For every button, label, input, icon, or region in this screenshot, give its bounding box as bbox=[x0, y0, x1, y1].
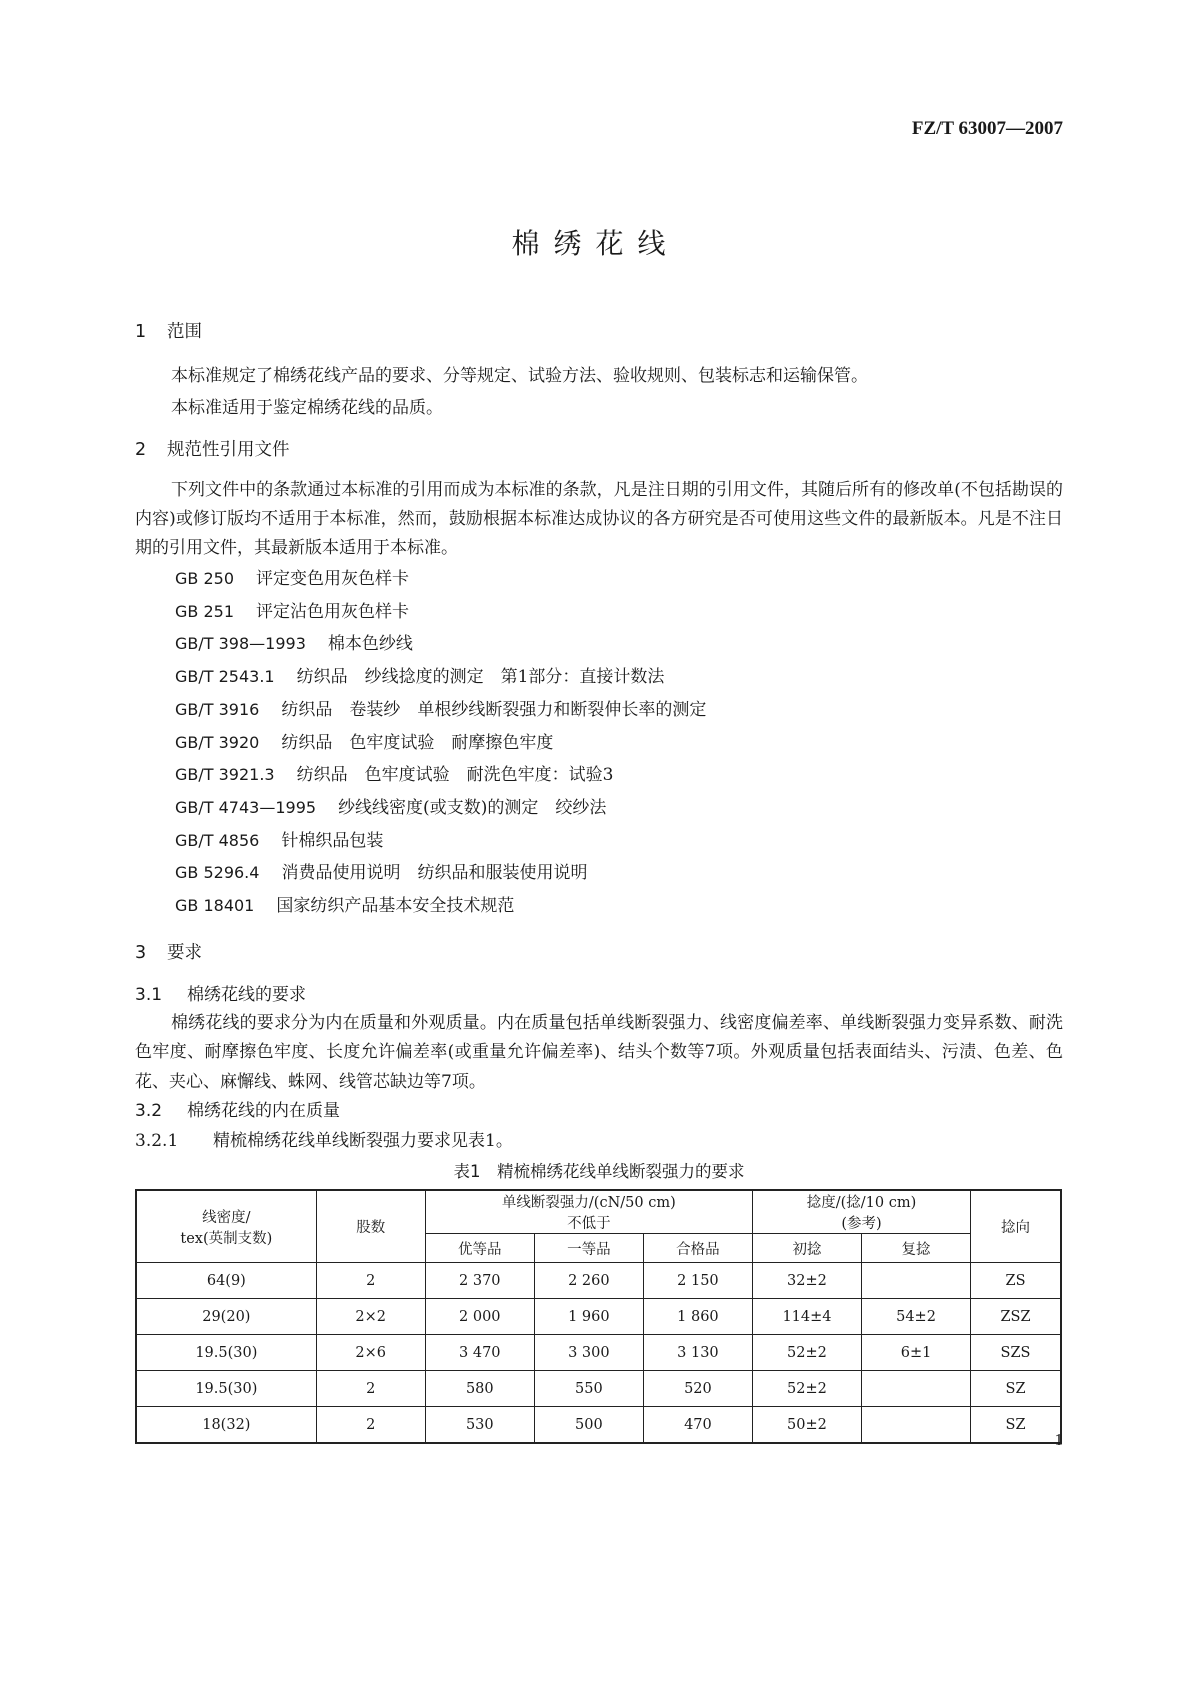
table-cell: 530 bbox=[425, 1407, 534, 1444]
table-cell: 3 470 bbox=[425, 1335, 534, 1371]
section-2-heading bbox=[135, 436, 1063, 464]
table-cell: 2 bbox=[316, 1407, 425, 1444]
header-grade-qualified: 合格品 bbox=[643, 1234, 752, 1263]
reference-code: GB 251 bbox=[175, 601, 234, 621]
table-cell: 2 000 bbox=[425, 1299, 534, 1335]
table-row bbox=[136, 1263, 1061, 1299]
table-cell: 2 150 bbox=[643, 1263, 752, 1299]
table-caption: 表1 精梳棉绣花线单线断裂强力的要求 bbox=[453, 1162, 745, 1182]
reference-title: 棉本色纱线 bbox=[327, 634, 413, 655]
reference-item bbox=[135, 563, 1063, 596]
standard-code: FZ/T 63007—2007 bbox=[911, 118, 1063, 139]
reference-item bbox=[135, 727, 1063, 760]
reference-item bbox=[135, 596, 1063, 629]
reference-code: GB 250 bbox=[175, 569, 234, 588]
table-cell: 64(9) bbox=[136, 1263, 316, 1299]
table-cell: 114±4 bbox=[752, 1299, 861, 1335]
table-cell: 500 bbox=[534, 1407, 643, 1444]
section-3-2-heading bbox=[135, 1097, 1063, 1125]
table-cell: 580 bbox=[425, 1371, 534, 1407]
reference-code: GB/T 2543.1 bbox=[175, 667, 275, 687]
paragraph: 下列文件中的条款通过本标准的引用而成为本标准的条款，凡是注日期的引用文件，其随后所有的修改单(不包括勘误的内容)或修订版均不适用于本标准，然而，鼓励根据本标准达成协议的各方研究是否可使用这些文件的最新版本。凡是不注日期的引用文件，其最新版本适用于本标准。 bbox=[135, 480, 1063, 558]
table-cell: 2 260 bbox=[534, 1263, 643, 1299]
section-title: 范围 bbox=[167, 322, 202, 342]
table-row bbox=[136, 1335, 1061, 1371]
table-cell: SZS bbox=[971, 1335, 1061, 1371]
table-cell: 19.5(30) bbox=[136, 1335, 316, 1371]
section-number: 3.1 bbox=[135, 984, 163, 1005]
header-text: tex(英制支数) bbox=[180, 1230, 273, 1247]
requirements-table bbox=[135, 1189, 1062, 1444]
table-cell: SZ bbox=[971, 1407, 1061, 1444]
section-number: 1 bbox=[135, 322, 147, 342]
header-breaking-strength bbox=[425, 1190, 752, 1234]
table-cell: 2×6 bbox=[316, 1335, 425, 1371]
reference-code: GB/T 3920 bbox=[175, 732, 260, 752]
table-cell: 550 bbox=[534, 1371, 643, 1407]
reference-item bbox=[135, 825, 1063, 858]
reference-title: 针棉织品包装 bbox=[281, 830, 384, 851]
section-title: 规范性引用文件 bbox=[167, 440, 290, 460]
table-cell: 2 370 bbox=[425, 1263, 534, 1299]
section-title: 要求 bbox=[167, 942, 202, 963]
reference-code: GB/T 398—1993 bbox=[175, 634, 306, 654]
paragraph: 本标准适用于鉴定棉绣花线的品质。 bbox=[171, 398, 443, 418]
table-cell: 54±2 bbox=[862, 1299, 971, 1335]
section-3-heading bbox=[135, 939, 1063, 967]
table-cell bbox=[862, 1407, 971, 1444]
document-body bbox=[135, 318, 1063, 1444]
reference-title: 消费品使用说明 纺织品和服装使用说明 bbox=[281, 863, 588, 884]
table-cell: 52±2 bbox=[752, 1335, 861, 1371]
reference-title: 纱线线密度(或支数)的测定 绞纱法 bbox=[338, 797, 607, 818]
section-3-1-heading bbox=[135, 981, 1063, 1009]
header-second-twist: 复捻 bbox=[862, 1234, 971, 1263]
table-cell: 29(20) bbox=[136, 1299, 316, 1335]
section-number: 3 bbox=[135, 942, 147, 963]
paragraph: 棉绣花线的要求分为内在质量和外观质量。内在质量包括单线断裂强力、线密度偏差率、单线断裂强力变异系数、耐洗色牢度、耐摩擦色牢度、长度允许偏差率(或重量允许偏差率)、结头个数等7项。外观质量包括表面结头、污渍、色差、色花、夹心、麻懈线、蛛网、线管芯缺边等7项。 bbox=[135, 1012, 1063, 1092]
table-cell: 50±2 bbox=[752, 1407, 861, 1444]
table-cell: 19.5(30) bbox=[136, 1371, 316, 1407]
reference-item bbox=[135, 694, 1063, 727]
header-text: (参考) bbox=[841, 1216, 882, 1233]
header-text: 不低于 bbox=[567, 1216, 611, 1233]
reference-title: 纺织品 卷装纱 单根纱线断裂强力和断裂伸长率的测定 bbox=[281, 699, 707, 720]
reference-title: 评定变色用灰色样卡 bbox=[256, 569, 409, 589]
header-text: 捻度/(捻/10 cm) bbox=[806, 1195, 917, 1212]
table-cell: ZS bbox=[971, 1263, 1061, 1299]
clause-number: 3.2.1 bbox=[135, 1131, 179, 1152]
normative-reference-list bbox=[135, 563, 1063, 923]
reference-code: GB 18401 bbox=[175, 896, 255, 916]
header-text: 线密度/ bbox=[202, 1209, 251, 1226]
reference-item bbox=[135, 890, 1063, 923]
section-1-heading bbox=[135, 318, 1063, 346]
reference-title: 评定沾色用灰色样卡 bbox=[256, 601, 409, 622]
table-cell bbox=[862, 1263, 971, 1299]
section-title: 棉绣花线的要求 bbox=[187, 984, 306, 1005]
table-cell: 52±2 bbox=[752, 1371, 861, 1407]
header-first-twist: 初捻 bbox=[752, 1234, 861, 1263]
header-ply: 股数 bbox=[316, 1190, 425, 1263]
section-title: 棉绣花线的内在质量 bbox=[187, 1101, 340, 1122]
document-title: 棉绣花线 bbox=[511, 227, 680, 260]
reference-item bbox=[135, 628, 1063, 661]
table-cell: 32±2 bbox=[752, 1263, 861, 1299]
table-cell bbox=[862, 1371, 971, 1407]
page-number: 1 bbox=[1054, 1430, 1063, 1449]
reference-title: 纺织品 色牢度试验 耐摩擦色牢度 bbox=[281, 732, 554, 753]
table-cell: SZ bbox=[971, 1371, 1061, 1407]
header-twist bbox=[752, 1190, 970, 1234]
reference-title: 纺织品 纱线捻度的测定 第1部分：直接计数法 bbox=[296, 667, 665, 688]
reference-item bbox=[135, 792, 1063, 825]
table-row bbox=[136, 1371, 1061, 1407]
reference-title: 国家纺织产品基本安全技术规范 bbox=[276, 896, 515, 917]
table-cell: 1 960 bbox=[534, 1299, 643, 1335]
reference-code: GB/T 4856 bbox=[175, 830, 260, 850]
reference-item bbox=[135, 759, 1063, 792]
section-number: 2 bbox=[135, 440, 147, 460]
table-cell: 3 300 bbox=[534, 1335, 643, 1371]
reference-title: 纺织品 色牢度试验 耐洗色牢度：试验3 bbox=[296, 765, 614, 786]
table-cell: ZSZ bbox=[971, 1299, 1061, 1335]
header-text: 单线断裂强力/(cN/50 cm) bbox=[501, 1195, 676, 1212]
table-row bbox=[136, 1299, 1061, 1335]
table-cell: 2 bbox=[316, 1371, 425, 1407]
section-number: 3.2 bbox=[135, 1101, 163, 1122]
reference-code: GB/T 3916 bbox=[175, 699, 260, 719]
reference-item bbox=[135, 661, 1063, 694]
reference-code: GB/T 3921.3 bbox=[175, 765, 275, 785]
header-twist-direction: 捻向 bbox=[971, 1190, 1061, 1263]
paragraph: 本标准规定了棉绣花线产品的要求、分等规定、试验方法、验收规则、包装标志和运输保管。 bbox=[171, 366, 868, 386]
clause-text: 精梳棉绣花线单线断裂强力要求见表1。 bbox=[213, 1131, 513, 1152]
table-cell: 1 860 bbox=[643, 1299, 752, 1335]
table-cell: 3 130 bbox=[643, 1335, 752, 1371]
header-linear-density bbox=[136, 1190, 316, 1263]
table-cell: 6±1 bbox=[862, 1335, 971, 1371]
table-cell: 18(32) bbox=[136, 1407, 316, 1444]
table-cell: 520 bbox=[643, 1371, 752, 1407]
table-row bbox=[136, 1407, 1061, 1444]
clause-3-2-1 bbox=[135, 1125, 1063, 1157]
table-cell: 2×2 bbox=[316, 1299, 425, 1335]
reference-code: GB/T 4743—1995 bbox=[175, 797, 317, 817]
header-grade-first: 一等品 bbox=[534, 1234, 643, 1263]
header-grade-superior: 优等品 bbox=[425, 1234, 534, 1263]
table-cell: 2 bbox=[316, 1263, 425, 1299]
reference-code: GB 5296.4 bbox=[175, 863, 260, 883]
table-cell: 470 bbox=[643, 1407, 752, 1444]
reference-item bbox=[135, 857, 1063, 890]
